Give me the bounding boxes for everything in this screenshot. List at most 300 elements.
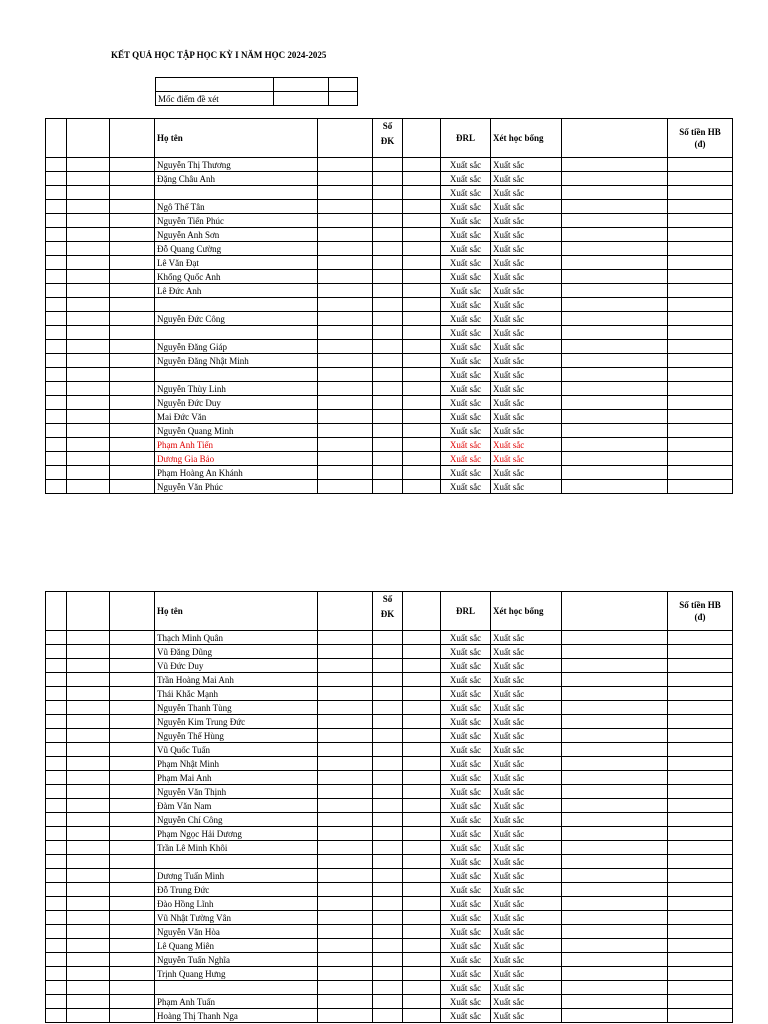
criteria-label: Mốc điểm đề xét bbox=[156, 92, 274, 106]
table-cell bbox=[67, 855, 110, 869]
table-cell bbox=[373, 757, 403, 771]
table-cell bbox=[110, 214, 155, 228]
table-cell bbox=[46, 631, 67, 645]
table-cell bbox=[373, 883, 403, 897]
xet-hoc-bong-value: Xuất sắc bbox=[491, 396, 562, 410]
table-cell bbox=[318, 911, 373, 925]
table-cell bbox=[318, 799, 373, 813]
table-cell bbox=[403, 452, 441, 466]
table-cell bbox=[668, 813, 733, 827]
table-cell bbox=[403, 981, 441, 995]
table-cell bbox=[373, 172, 403, 186]
scholarship-table-1 bbox=[45, 118, 733, 494]
table-row bbox=[46, 757, 733, 771]
table-cell bbox=[668, 410, 733, 424]
drl-value: Xuất sắc bbox=[441, 981, 491, 995]
header-xet-hoc-bong: Xét học bổng bbox=[491, 119, 562, 158]
table-cell bbox=[562, 911, 668, 925]
table-cell bbox=[110, 953, 155, 967]
student-name: Thạch Minh Quân bbox=[155, 631, 318, 645]
table-cell bbox=[373, 729, 403, 743]
table-cell bbox=[403, 312, 441, 326]
table-cell bbox=[403, 368, 441, 382]
drl-value: Xuất sắc bbox=[441, 172, 491, 186]
table-cell bbox=[110, 410, 155, 424]
table-cell bbox=[668, 480, 733, 494]
table-cell bbox=[562, 687, 668, 701]
table-cell bbox=[67, 312, 110, 326]
drl-value: Xuất sắc bbox=[441, 743, 491, 757]
table-cell bbox=[110, 883, 155, 897]
table-row bbox=[46, 186, 733, 200]
table-cell bbox=[67, 410, 110, 424]
table-cell bbox=[46, 981, 67, 995]
drl-value: Xuất sắc bbox=[441, 687, 491, 701]
table-cell bbox=[403, 799, 441, 813]
table-row bbox=[46, 396, 733, 410]
criteria-blank-row bbox=[156, 78, 358, 92]
table-cell bbox=[562, 785, 668, 799]
drl-value: Xuất sắc bbox=[441, 995, 491, 1009]
table-cell bbox=[318, 785, 373, 799]
table-cell bbox=[46, 172, 67, 186]
student-name bbox=[155, 298, 318, 312]
table-cell bbox=[110, 228, 155, 242]
drl-value: Xuất sắc bbox=[441, 354, 491, 368]
table-cell bbox=[46, 757, 67, 771]
header-name: Họ tên bbox=[155, 119, 318, 158]
table-cell bbox=[668, 687, 733, 701]
table-cell bbox=[668, 326, 733, 340]
table-cell bbox=[110, 312, 155, 326]
table-cell bbox=[562, 995, 668, 1009]
xet-hoc-bong-value: Xuất sắc bbox=[491, 701, 562, 715]
table-cell bbox=[110, 939, 155, 953]
student-name bbox=[155, 186, 318, 200]
table-cell bbox=[110, 981, 155, 995]
table-cell bbox=[562, 410, 668, 424]
table-cell bbox=[373, 382, 403, 396]
xet-hoc-bong-value: Xuất sắc bbox=[491, 284, 562, 298]
drl-value: Xuất sắc bbox=[441, 757, 491, 771]
table-cell bbox=[67, 743, 110, 757]
table-cell bbox=[373, 995, 403, 1009]
table-cell bbox=[562, 869, 668, 883]
table-row bbox=[46, 897, 733, 911]
table-cell bbox=[318, 757, 373, 771]
table-cell bbox=[403, 480, 441, 494]
student-name: Đàm Văn Nam bbox=[155, 799, 318, 813]
table-cell bbox=[562, 354, 668, 368]
table-row bbox=[46, 729, 733, 743]
table-cell bbox=[318, 256, 373, 270]
table-cell bbox=[46, 659, 67, 673]
drl-value: Xuất sắc bbox=[441, 715, 491, 729]
student-name: Nguyễn Văn Thịnh bbox=[155, 785, 318, 799]
table-cell bbox=[403, 424, 441, 438]
table-cell bbox=[403, 715, 441, 729]
table-cell bbox=[110, 967, 155, 981]
table-cell bbox=[67, 687, 110, 701]
table-cell bbox=[373, 827, 403, 841]
document-title: KẾT QUẢ HỌC TẬP HỌC KỲ I NĂM HỌC 2024-2025 bbox=[111, 50, 327, 60]
drl-value: Xuất sắc bbox=[441, 480, 491, 494]
table-cell bbox=[110, 438, 155, 452]
xet-hoc-bong-value: Xuất sắc bbox=[491, 158, 562, 172]
table-cell bbox=[373, 256, 403, 270]
xet-hoc-bong-value: Xuất sắc bbox=[491, 298, 562, 312]
table-row bbox=[46, 354, 733, 368]
table-cell bbox=[67, 771, 110, 785]
table-cell bbox=[562, 1009, 668, 1023]
table-cell bbox=[668, 967, 733, 981]
table-cell bbox=[318, 368, 373, 382]
drl-value: Xuất sắc bbox=[441, 911, 491, 925]
table-cell bbox=[67, 424, 110, 438]
header-so-tien-hb: Số tiền HB (đ) bbox=[668, 592, 733, 631]
table-cell bbox=[668, 855, 733, 869]
table-cell bbox=[668, 841, 733, 855]
table-cell bbox=[373, 158, 403, 172]
student-name: Lê Quang Miên bbox=[155, 939, 318, 953]
table-cell bbox=[373, 186, 403, 200]
xet-hoc-bong-value: Xuất sắc bbox=[491, 382, 562, 396]
table-cell bbox=[67, 757, 110, 771]
table-cell bbox=[46, 841, 67, 855]
table-cell bbox=[67, 158, 110, 172]
table-row bbox=[46, 631, 733, 645]
table-cell bbox=[562, 396, 668, 410]
table-cell bbox=[46, 855, 67, 869]
table-row bbox=[46, 981, 733, 995]
table-row bbox=[46, 424, 733, 438]
table-cell bbox=[668, 298, 733, 312]
table-cell bbox=[562, 953, 668, 967]
table-cell bbox=[373, 645, 403, 659]
table-cell bbox=[562, 939, 668, 953]
table-cell bbox=[403, 883, 441, 897]
table-cell bbox=[668, 939, 733, 953]
table-cell bbox=[46, 673, 67, 687]
table-cell bbox=[46, 312, 67, 326]
xet-hoc-bong-value: Xuất sắc bbox=[491, 242, 562, 256]
table-cell bbox=[318, 827, 373, 841]
table-cell bbox=[110, 368, 155, 382]
student-name: Nguyễn Kim Trung Đức bbox=[155, 715, 318, 729]
drl-value: Xuất sắc bbox=[441, 827, 491, 841]
drl-value: Xuất sắc bbox=[441, 855, 491, 869]
student-name: Dương Tuấn Minh bbox=[155, 869, 318, 883]
table-cell bbox=[373, 480, 403, 494]
table-cell bbox=[403, 172, 441, 186]
table-cell bbox=[318, 659, 373, 673]
table-cell bbox=[110, 396, 155, 410]
table-cell bbox=[67, 326, 110, 340]
table-cell bbox=[668, 785, 733, 799]
table-row bbox=[46, 715, 733, 729]
xet-hoc-bong-value: Xuất sắc bbox=[491, 673, 562, 687]
table-cell bbox=[46, 645, 67, 659]
table-cell bbox=[67, 284, 110, 298]
table-cell bbox=[46, 228, 67, 242]
table-cell bbox=[318, 382, 373, 396]
table-cell bbox=[110, 729, 155, 743]
table-cell bbox=[562, 799, 668, 813]
table-cell bbox=[668, 284, 733, 298]
student-name: Đỗ Quang Cường bbox=[155, 242, 318, 256]
xet-hoc-bong-value: Xuất sắc bbox=[491, 312, 562, 326]
student-name: Nguyễn Đức Duy bbox=[155, 396, 318, 410]
drl-value: Xuất sắc bbox=[441, 883, 491, 897]
xet-hoc-bong-value: Xuất sắc bbox=[491, 981, 562, 995]
table-cell bbox=[668, 340, 733, 354]
table-cell bbox=[46, 925, 67, 939]
table-cell bbox=[67, 911, 110, 925]
table-cell bbox=[67, 452, 110, 466]
xet-hoc-bong-value: Xuất sắc bbox=[491, 438, 562, 452]
table-cell bbox=[668, 256, 733, 270]
drl-value: Xuất sắc bbox=[441, 771, 491, 785]
table-cell bbox=[67, 340, 110, 354]
table-cell bbox=[67, 200, 110, 214]
table-cell bbox=[668, 1009, 733, 1023]
table-cell bbox=[403, 785, 441, 799]
table-cell bbox=[318, 326, 373, 340]
table-cell bbox=[373, 340, 403, 354]
table-cell bbox=[403, 841, 441, 855]
table-cell bbox=[668, 452, 733, 466]
table-cell bbox=[46, 939, 67, 953]
table-cell bbox=[403, 284, 441, 298]
table-cell bbox=[67, 438, 110, 452]
xet-hoc-bong-value: Xuất sắc bbox=[491, 813, 562, 827]
table-cell bbox=[373, 855, 403, 869]
table-row bbox=[46, 673, 733, 687]
xet-hoc-bong-value: Xuất sắc bbox=[491, 883, 562, 897]
table-row bbox=[46, 701, 733, 715]
table-cell bbox=[373, 298, 403, 312]
table-cell bbox=[562, 729, 668, 743]
table-cell bbox=[110, 855, 155, 869]
student-name: Nguyễn Thanh Tùng bbox=[155, 701, 318, 715]
table-cell bbox=[373, 354, 403, 368]
table-cell bbox=[46, 326, 67, 340]
table-cell bbox=[562, 466, 668, 480]
drl-value: Xuất sắc bbox=[441, 673, 491, 687]
drl-value: Xuất sắc bbox=[441, 659, 491, 673]
student-name: Thái Khắc Mạnh bbox=[155, 687, 318, 701]
table-cell bbox=[110, 743, 155, 757]
drl-value: Xuất sắc bbox=[441, 424, 491, 438]
table-cell bbox=[562, 312, 668, 326]
table-cell bbox=[668, 827, 733, 841]
table-cell bbox=[668, 368, 733, 382]
table-row bbox=[46, 645, 733, 659]
table-cell bbox=[403, 270, 441, 284]
drl-value: Xuất sắc bbox=[441, 785, 491, 799]
criteria-row bbox=[156, 92, 358, 106]
table-cell bbox=[67, 480, 110, 494]
table-cell bbox=[403, 827, 441, 841]
drl-value: Xuất sắc bbox=[441, 438, 491, 452]
header-so-dk: Số ĐK bbox=[373, 592, 403, 631]
table-cell bbox=[373, 953, 403, 967]
student-name: Trần Lê Minh Khôi bbox=[155, 841, 318, 855]
table-cell bbox=[403, 995, 441, 1009]
table-row bbox=[46, 410, 733, 424]
table-cell bbox=[110, 757, 155, 771]
table-body bbox=[46, 158, 733, 494]
table-cell bbox=[46, 186, 67, 200]
table-cell bbox=[46, 1009, 67, 1023]
header-drl: ĐRL bbox=[441, 119, 491, 158]
table-cell bbox=[668, 897, 733, 911]
table-cell bbox=[318, 172, 373, 186]
table-cell bbox=[318, 354, 373, 368]
table-cell bbox=[373, 715, 403, 729]
table-cell bbox=[110, 701, 155, 715]
table-cell bbox=[110, 340, 155, 354]
table-cell bbox=[318, 214, 373, 228]
table-cell bbox=[318, 466, 373, 480]
student-name: Phạm Nhật Minh bbox=[155, 757, 318, 771]
student-name: Vũ Quốc Tuấn bbox=[155, 743, 318, 757]
table-cell bbox=[403, 158, 441, 172]
student-name: Trịnh Quang Hưng bbox=[155, 967, 318, 981]
table-cell bbox=[373, 228, 403, 242]
table-cell bbox=[318, 967, 373, 981]
table-cell bbox=[373, 438, 403, 452]
table-row bbox=[46, 256, 733, 270]
table-cell bbox=[110, 925, 155, 939]
table-cell bbox=[403, 673, 441, 687]
table-cell bbox=[562, 270, 668, 284]
student-name: Đỗ Trung Đức bbox=[155, 883, 318, 897]
table-cell bbox=[562, 925, 668, 939]
table-cell bbox=[110, 480, 155, 494]
table-cell bbox=[562, 855, 668, 869]
table-cell bbox=[373, 841, 403, 855]
table-cell bbox=[403, 967, 441, 981]
drl-value: Xuất sắc bbox=[441, 228, 491, 242]
table-cell bbox=[373, 326, 403, 340]
drl-value: Xuất sắc bbox=[441, 382, 491, 396]
table-cell bbox=[67, 673, 110, 687]
xet-hoc-bong-value: Xuất sắc bbox=[491, 995, 562, 1009]
student-name: Nguyễn Thế Hùng bbox=[155, 729, 318, 743]
xet-hoc-bong-value: Xuất sắc bbox=[491, 214, 562, 228]
table-cell bbox=[562, 340, 668, 354]
xet-hoc-bong-value: Xuất sắc bbox=[491, 186, 562, 200]
table-cell bbox=[67, 228, 110, 242]
table-row bbox=[46, 466, 733, 480]
table-cell bbox=[373, 410, 403, 424]
drl-value: Xuất sắc bbox=[441, 326, 491, 340]
drl-value: Xuất sắc bbox=[441, 270, 491, 284]
table-cell bbox=[318, 687, 373, 701]
table-cell bbox=[67, 256, 110, 270]
table-cell bbox=[46, 466, 67, 480]
table-cell bbox=[668, 645, 733, 659]
table-cell bbox=[46, 701, 67, 715]
table-cell bbox=[67, 799, 110, 813]
table-row bbox=[46, 284, 733, 298]
table-row bbox=[46, 382, 733, 396]
table-cell bbox=[46, 242, 67, 256]
table-cell bbox=[46, 298, 67, 312]
table-cell bbox=[46, 340, 67, 354]
table-cell bbox=[318, 631, 373, 645]
table-cell bbox=[403, 256, 441, 270]
table-cell bbox=[67, 995, 110, 1009]
table-cell bbox=[67, 172, 110, 186]
table-row bbox=[46, 659, 733, 673]
table-cell bbox=[562, 813, 668, 827]
xet-hoc-bong-value: Xuất sắc bbox=[491, 897, 562, 911]
table-cell bbox=[403, 743, 441, 757]
table-row bbox=[46, 967, 733, 981]
table-cell bbox=[110, 270, 155, 284]
table-cell bbox=[668, 911, 733, 925]
table-cell bbox=[562, 673, 668, 687]
table-cell bbox=[668, 673, 733, 687]
table-cell bbox=[403, 438, 441, 452]
table-row bbox=[46, 827, 733, 841]
table-cell bbox=[67, 869, 110, 883]
xet-hoc-bong-value: Xuất sắc bbox=[491, 424, 562, 438]
table-cell bbox=[46, 785, 67, 799]
table-cell bbox=[318, 1009, 373, 1023]
table-cell bbox=[110, 172, 155, 186]
table-cell bbox=[668, 382, 733, 396]
table-cell bbox=[562, 326, 668, 340]
table-cell bbox=[46, 869, 67, 883]
table-cell bbox=[46, 480, 67, 494]
xet-hoc-bong-value: Xuất sắc bbox=[491, 631, 562, 645]
table-cell bbox=[668, 757, 733, 771]
table-cell bbox=[668, 466, 733, 480]
table-row bbox=[46, 869, 733, 883]
table-cell bbox=[110, 897, 155, 911]
table-cell bbox=[46, 813, 67, 827]
table-cell bbox=[67, 368, 110, 382]
table-cell bbox=[110, 715, 155, 729]
table-cell bbox=[403, 410, 441, 424]
student-name: Mai Đức Văn bbox=[155, 410, 318, 424]
table-cell bbox=[403, 298, 441, 312]
table-cell bbox=[318, 673, 373, 687]
table-cell bbox=[562, 158, 668, 172]
table-cell bbox=[46, 911, 67, 925]
table-cell bbox=[403, 771, 441, 785]
table-cell bbox=[562, 452, 668, 466]
table-cell bbox=[318, 939, 373, 953]
drl-value: Xuất sắc bbox=[441, 645, 491, 659]
drl-value: Xuất sắc bbox=[441, 925, 491, 939]
table-cell bbox=[67, 298, 110, 312]
table-cell bbox=[46, 270, 67, 284]
table-cell bbox=[373, 673, 403, 687]
table-cell bbox=[46, 438, 67, 452]
table-cell bbox=[318, 438, 373, 452]
student-name: Trần Hoàng Mai Anh bbox=[155, 673, 318, 687]
header-so-dk: Số ĐK bbox=[373, 119, 403, 158]
student-name: Dương Gia Bảo bbox=[155, 452, 318, 466]
table-cell bbox=[46, 158, 67, 172]
drl-value: Xuất sắc bbox=[441, 841, 491, 855]
table-row bbox=[46, 340, 733, 354]
xet-hoc-bong-value: Xuất sắc bbox=[491, 256, 562, 270]
